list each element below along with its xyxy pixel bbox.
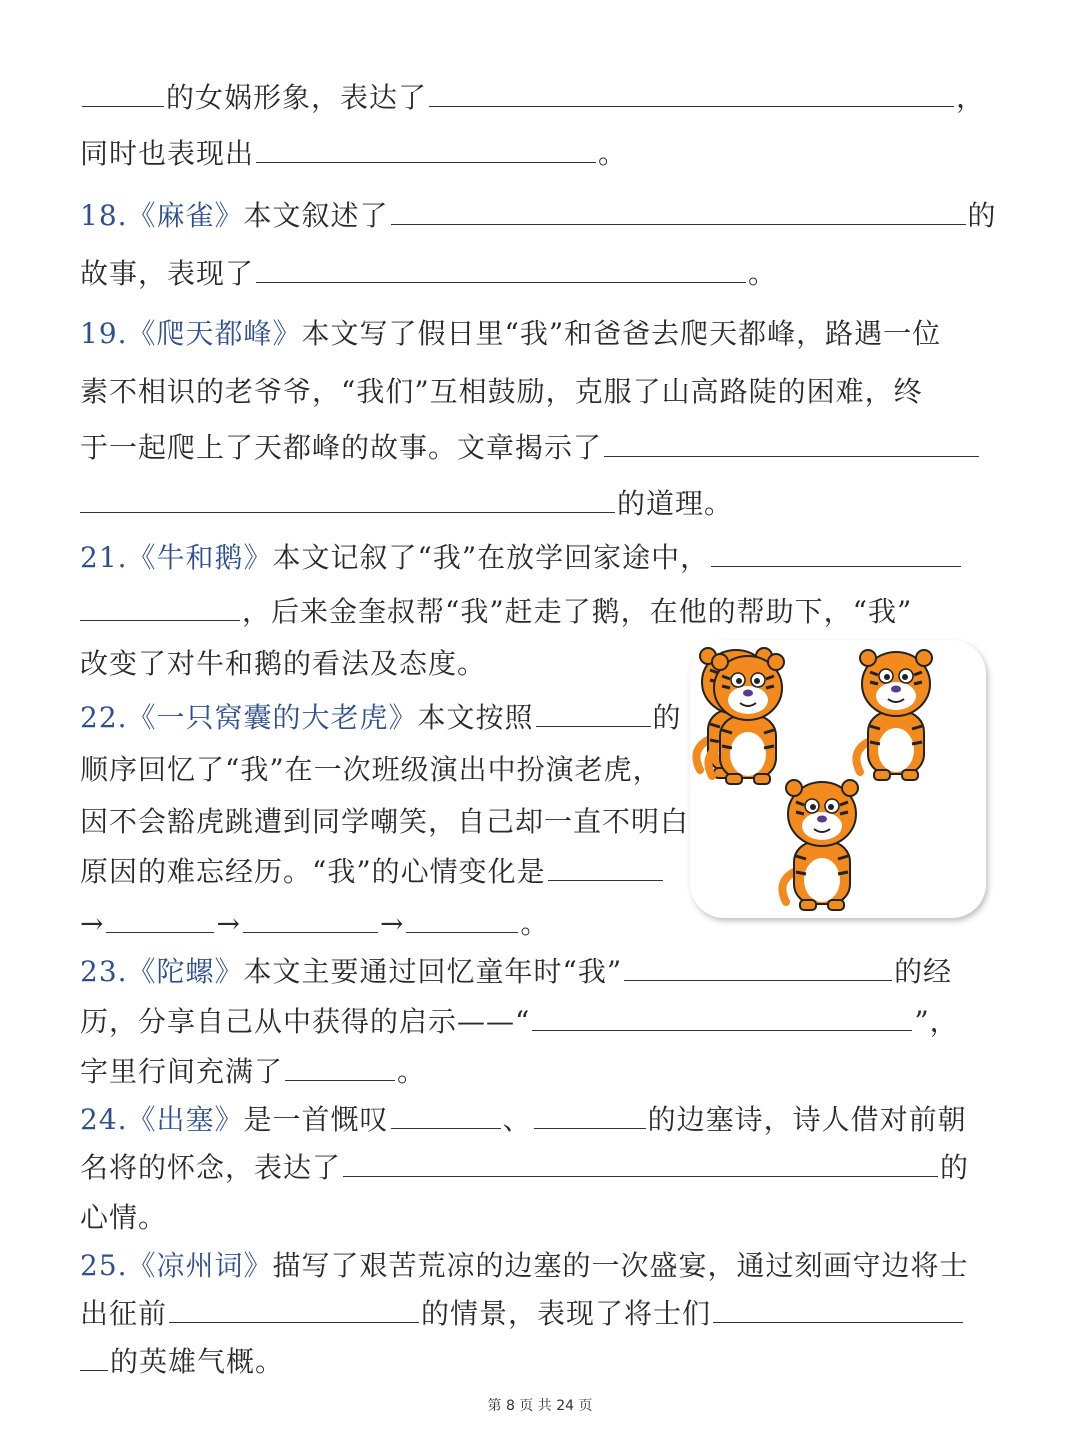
question-title: 22.《一只窝囊的大老虎》	[80, 701, 418, 734]
text: 的经	[894, 955, 953, 988]
answer-blank[interactable]	[624, 952, 892, 981]
text: 历，分享自己从中获得的启示——“	[80, 1005, 531, 1038]
answer-blank[interactable]	[256, 254, 746, 283]
answer-blank[interactable]	[532, 1002, 912, 1031]
text-line	[80, 134, 627, 174]
text: 。	[598, 137, 628, 170]
text: 的	[967, 199, 997, 232]
text-line	[80, 1342, 284, 1382]
arrow: →	[216, 907, 241, 940]
text: 名将的怀念，表达了	[80, 1151, 342, 1184]
answer-blank[interactable]	[256, 134, 596, 163]
answer-blank[interactable]	[604, 428, 979, 457]
answer-blank[interactable]	[406, 904, 518, 933]
question-22	[80, 698, 682, 738]
text: 本文主要通过回忆童年时“我”	[243, 955, 623, 988]
question-title: 24.《出塞》	[80, 1103, 244, 1136]
text: 的	[940, 1151, 970, 1184]
answer-blank[interactable]	[243, 904, 378, 933]
text-line	[80, 78, 985, 118]
text: 的情景，表现了将士们	[421, 1297, 712, 1330]
text-line: 改变了对牛和鹅的看法及态度。	[80, 647, 487, 680]
answer-blank[interactable]	[169, 1294, 419, 1323]
answer-blank[interactable]	[429, 78, 954, 107]
text-line: 因不会豁虎跳遭到同学嘲笑，自己却一直不明白	[80, 805, 690, 838]
text: 原因的难忘经历。“我”的心情变化是	[80, 855, 546, 888]
text: 出征前	[80, 1297, 168, 1330]
answer-blank[interactable]	[80, 592, 240, 621]
text: 是一首慨叹	[243, 1103, 389, 1136]
text: 描写了艰苦荒凉的边塞的一次盛宴，通过刻画守边将士	[272, 1249, 969, 1282]
text: 的边塞诗，诗人借对前朝	[647, 1103, 967, 1136]
page-footer: 第 8 页 共 24 页	[487, 1398, 593, 1414]
question-title: 18.《麻雀》	[80, 199, 244, 232]
question-title: 19.《爬天都峰》	[80, 317, 302, 350]
text-line	[80, 428, 981, 468]
text: 本文叙述了	[243, 199, 389, 232]
text: ”，	[914, 1005, 959, 1038]
answer-blank[interactable]	[82, 78, 164, 107]
answer-blank[interactable]	[391, 1100, 501, 1129]
question-title: 25.《凉州词》	[80, 1249, 273, 1282]
text: 、	[502, 1103, 532, 1136]
text: 。	[397, 1055, 427, 1088]
text: 本文按照	[417, 701, 534, 734]
answer-blank[interactable]	[711, 538, 961, 567]
text-line	[80, 484, 733, 524]
text: 故事，表现了	[80, 257, 255, 290]
text-line	[80, 904, 549, 944]
text: 字里行间充满了	[80, 1055, 284, 1088]
text: 的女娲形象，表达了	[166, 81, 428, 114]
text: 本文记叙了“我”在放学回家途中，	[272, 541, 710, 574]
text-line: 素不相识的老爷爷，“我们”互相鼓励，克服了山高路陡的困难，终	[80, 375, 923, 408]
text: 于一起爬上了天都峰的故事。文章揭示了	[80, 431, 603, 464]
text-line	[80, 1294, 965, 1334]
text-line	[80, 592, 912, 632]
answer-blank[interactable]	[285, 1052, 395, 1081]
text: 的道理。	[617, 487, 734, 520]
arrow: →	[379, 907, 405, 940]
question-25	[80, 1246, 969, 1286]
text: 。	[748, 257, 778, 290]
text: 本文写了假日里“我”和爸爸去爬天都峰，路遇一位	[301, 317, 942, 350]
answer-blank[interactable]	[534, 1100, 646, 1129]
text: 的	[652, 701, 682, 734]
question-title: 23.《陀螺》	[80, 955, 244, 988]
question-title: 21.《牛和鹅》	[80, 541, 273, 574]
question-24	[80, 1100, 967, 1140]
answer-blank[interactable]	[548, 852, 663, 881]
tiger-cartoon-icon	[690, 640, 986, 918]
text: ，	[956, 81, 986, 114]
text-line	[80, 254, 777, 294]
text-line: 顺序回忆了“我”在一次班级演出中扮演老虎，	[80, 753, 662, 786]
text-line	[80, 1002, 959, 1042]
answer-blank[interactable]	[343, 1148, 938, 1177]
answer-blank[interactable]	[391, 196, 966, 225]
tiger-illustration	[690, 640, 986, 918]
text-line	[80, 1052, 426, 1092]
text-line: 心情。	[80, 1201, 168, 1234]
question-21	[80, 538, 963, 578]
answer-blank[interactable]	[536, 698, 651, 727]
answer-blank[interactable]	[106, 904, 214, 933]
answer-blank[interactable]	[80, 1342, 108, 1371]
answer-blank[interactable]	[80, 484, 615, 513]
text: 的英雄气概。	[110, 1345, 285, 1378]
text-line	[80, 1148, 969, 1188]
question-23	[80, 952, 952, 992]
text: 。	[520, 907, 550, 940]
text: ，后来金奎叔帮“我”赶走了鹅，在他的帮助下，“我”	[242, 595, 913, 628]
arrow: →	[80, 907, 105, 940]
question-18	[80, 196, 997, 236]
text-line	[80, 852, 665, 892]
question-19	[80, 314, 941, 354]
text: 同时也表现出	[80, 137, 255, 170]
answer-blank[interactable]	[713, 1294, 963, 1323]
